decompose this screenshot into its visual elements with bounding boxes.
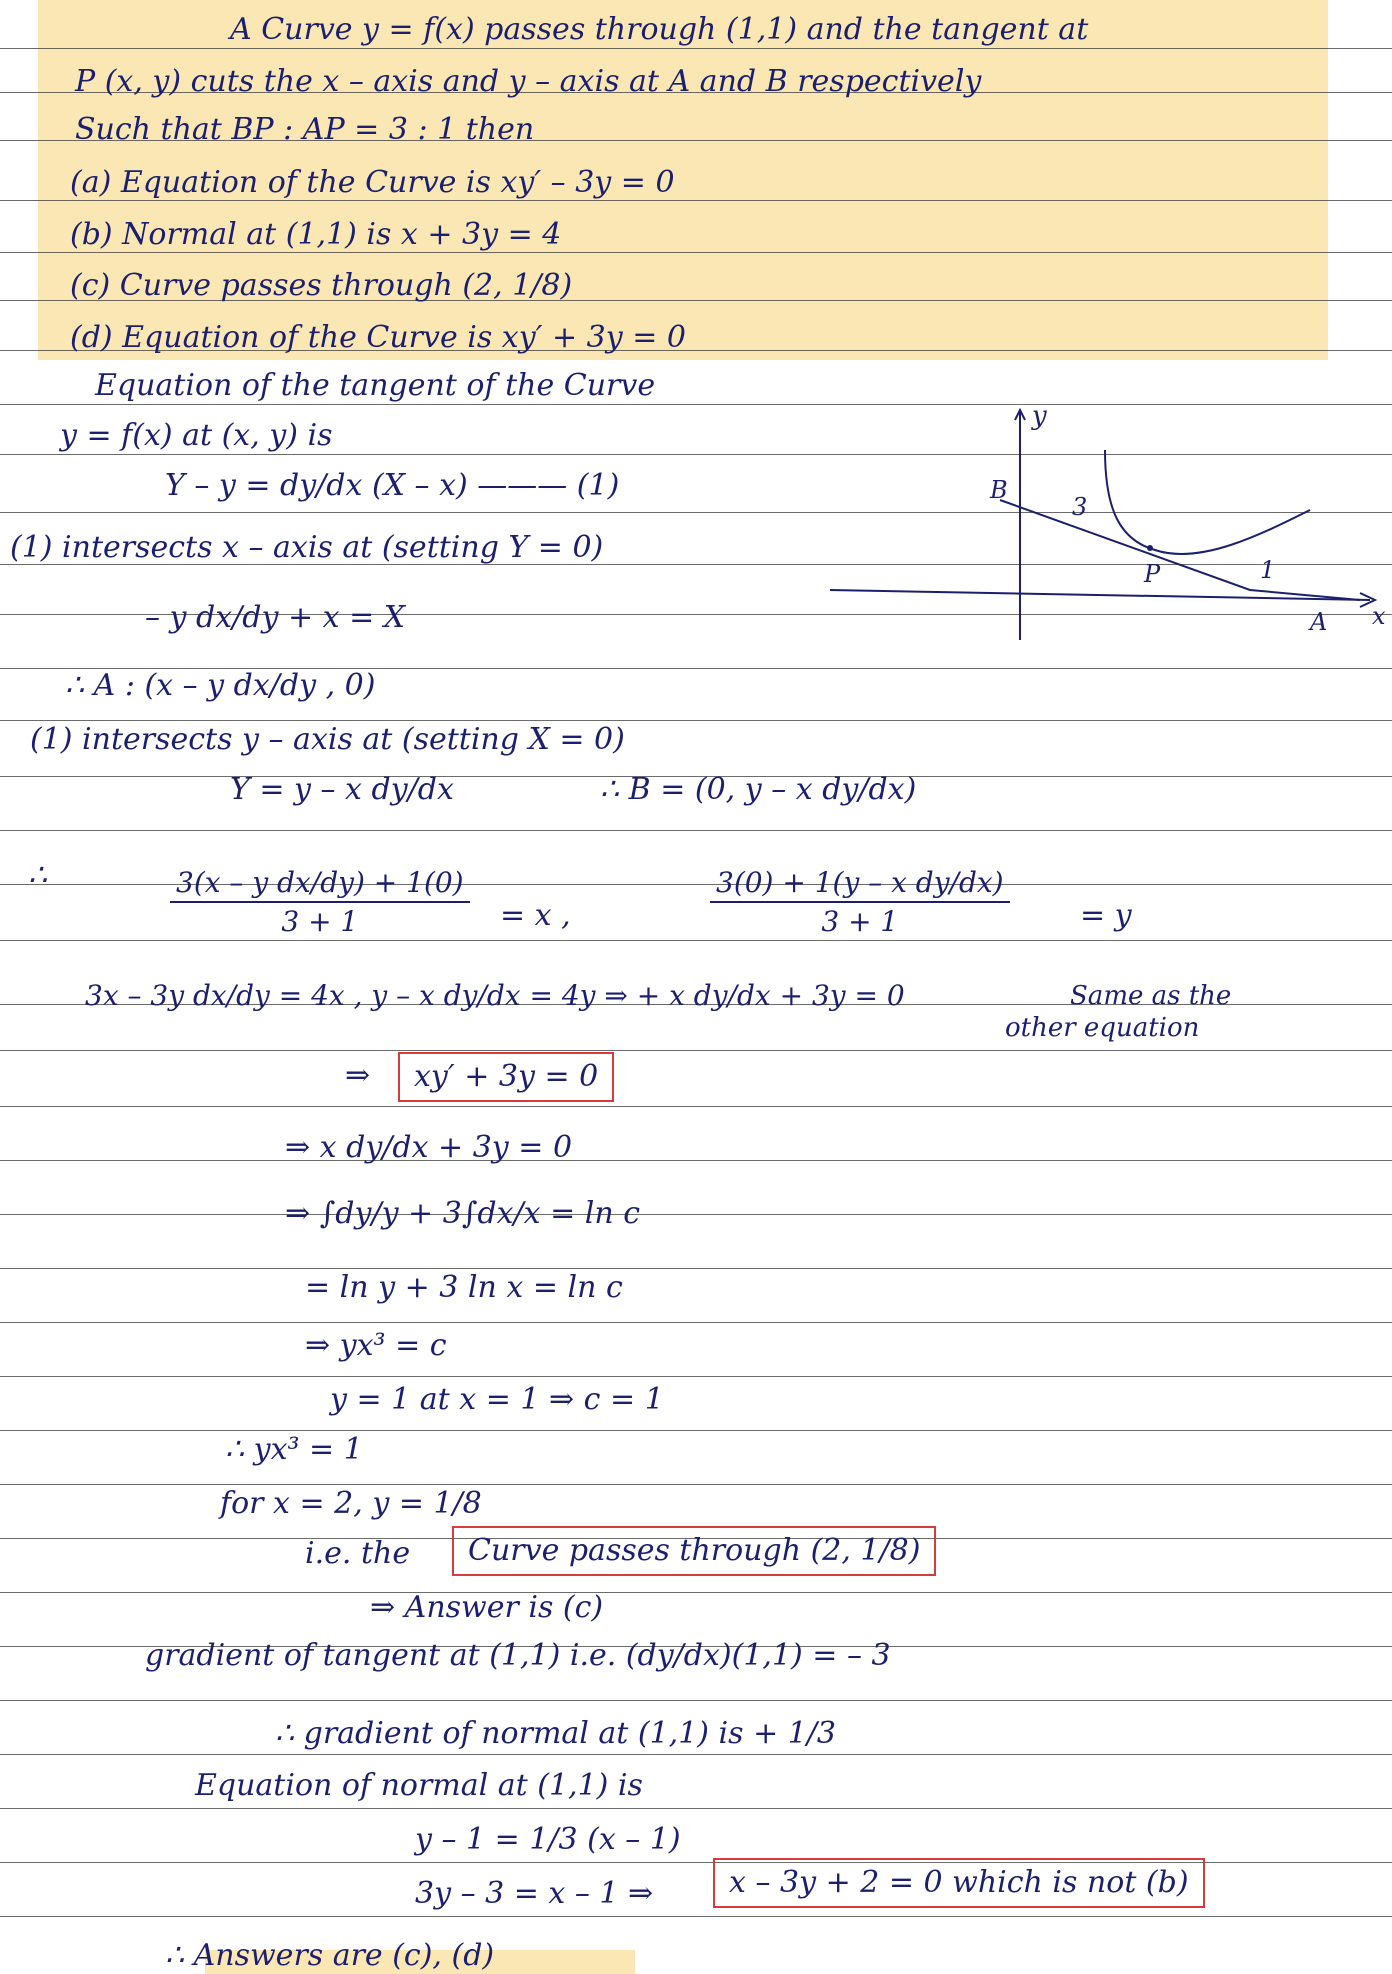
sketch-b-label: B — [990, 476, 1008, 504]
simplification-line: 3x – 3y dx/dy = 4x , y – x dy/dx = 4y ⇒ + x dy/dx + 3y = 0 — [85, 979, 905, 1012]
gradient-tangent: gradient of tangent at (1,1) i.e. (dy/dx)(1,1) = – 3 — [145, 1638, 891, 1673]
question-line: P (x, y) cuts the x – axis and y – axis at A and B respectively — [75, 64, 982, 99]
normal-equation-intro: Equation of normal at (1,1) is — [195, 1768, 643, 1803]
section-right-rhs: = y — [1080, 898, 1132, 933]
same-note: other equation — [1005, 1013, 1200, 1043]
boxed-normal-equation: x – 3y + 2 = 0 which is not (b) — [713, 1858, 1205, 1908]
tangent-intro: y = f(x) at (x, y) is — [60, 418, 333, 453]
ruled-line — [0, 1430, 1392, 1431]
implies-arrow: ⇒ — [345, 1058, 371, 1093]
point-a: ∴ A : (x – y dx/dy , 0) — [65, 668, 376, 703]
boxed-passes-through: Curve passes through (2, 1/8) — [452, 1526, 936, 1576]
solve-step: for x = 2, y = 1/8 — [220, 1486, 482, 1521]
ruled-line — [0, 1916, 1392, 1917]
normal-equation-step: y – 1 = 1/3 (x – 1) — [415, 1822, 681, 1857]
ruled-line — [0, 1050, 1392, 1051]
solve-step: = ln y + 3 ln x = ln c — [305, 1270, 623, 1305]
final-answer: ∴ Answers are (c), (d) — [165, 1938, 495, 1973]
ruled-line — [0, 720, 1392, 721]
solve-step: ∴ yx³ = 1 — [225, 1432, 363, 1467]
ruled-line — [0, 1214, 1392, 1215]
boxed-curve-equation: xy′ + 3y = 0 — [398, 1052, 614, 1102]
sketch-point-p — [1147, 545, 1153, 551]
point-b: ∴ B = (0, y – x dy/dx) — [600, 772, 917, 807]
option-b: (b) Normal at (1,1) is x + 3y = 4 — [70, 217, 562, 252]
sketch-ratio-bp: 3 — [1072, 493, 1088, 521]
ruled-line — [0, 1268, 1392, 1269]
tangent-sketch — [820, 400, 1390, 650]
section-left-fraction — [170, 866, 470, 938]
normal-equation-step: 3y – 3 = x – 1 ⇒ — [415, 1876, 654, 1911]
ruled-line — [0, 1484, 1392, 1485]
ruled-line — [0, 1160, 1392, 1161]
sketch-y-label: y — [1032, 401, 1047, 431]
sketch-ratio-ap: 1 — [1260, 556, 1276, 584]
ruled-line — [0, 1106, 1392, 1107]
ruled-line — [0, 1808, 1392, 1809]
ruled-line — [0, 940, 1392, 941]
section-left-rhs: = x , — [500, 898, 571, 933]
gradient-normal: ∴ gradient of normal at (1,1) is + 1/3 — [275, 1716, 837, 1751]
ruled-line — [0, 1592, 1392, 1593]
section-left-denominator: 3 + 1 — [281, 905, 359, 938]
ruled-line — [0, 1700, 1392, 1701]
option-c: (c) Curve passes through (2, 1/8) — [70, 268, 573, 303]
section-right-denominator: 3 + 1 — [821, 905, 899, 938]
question-line: Such that BP : AP = 3 : 1 then — [75, 112, 535, 147]
y-axis-intersection: (1) intersects y – axis at (setting X = 0) — [30, 722, 625, 757]
sketch-curve — [1105, 450, 1310, 554]
ruled-line — [0, 1322, 1392, 1323]
tangent-intro: Equation of the tangent of the Curve — [95, 368, 656, 403]
option-a: (a) Equation of the Curve is xy′ – 3y = 0 — [70, 165, 675, 200]
solve-step: ⇒ x dy/dx + 3y = 0 — [285, 1130, 573, 1165]
sketch-tangent-line — [1000, 500, 1360, 600]
solve-step: ⇒ yx³ = c — [305, 1328, 447, 1363]
x-axis-calculation: – y dx/dy + x = X — [145, 600, 406, 635]
ruled-line — [0, 48, 1392, 49]
sketch-x-label: x — [1372, 602, 1386, 630]
y-axis-calculation: Y = y – x dy/dx — [230, 772, 454, 807]
solve-step: y = 1 at x = 1 ⇒ c = 1 — [330, 1382, 664, 1417]
option-d: (d) Equation of the Curve is xy′ + 3y = 0 — [70, 320, 686, 355]
question-line: A Curve y = f(x) passes through (1,1) and the tangent at — [230, 12, 1089, 47]
therefore-mark: ∴ — [28, 858, 48, 893]
x-axis-intersection: (1) intersects x – axis at (setting Y = 0) — [10, 530, 604, 565]
ruled-line — [0, 1754, 1392, 1755]
sketch-p-label: P — [1144, 560, 1161, 588]
section-right-fraction — [710, 866, 1010, 938]
sketch-x-axis — [830, 590, 1370, 600]
same-note: Same as the — [1070, 981, 1232, 1011]
section-right-numerator: 3(0) + 1(y – x dy/dx) — [716, 866, 1004, 899]
tangent-equation: Y – y = dy/dx (X – x) ——— (1) — [165, 468, 620, 503]
section-left-numerator: 3(x – y dx/dy) + 1(0) — [176, 866, 464, 899]
ruled-line — [0, 1376, 1392, 1377]
solve-step: ⇒ ∫dy/y + 3∫dx/x = ln c — [285, 1196, 641, 1231]
ruled-line — [0, 830, 1392, 831]
answer-c: ⇒ Answer is (c) — [370, 1590, 604, 1625]
ie-prefix: i.e. the — [305, 1536, 411, 1571]
sketch-a-label: A — [1310, 608, 1328, 636]
